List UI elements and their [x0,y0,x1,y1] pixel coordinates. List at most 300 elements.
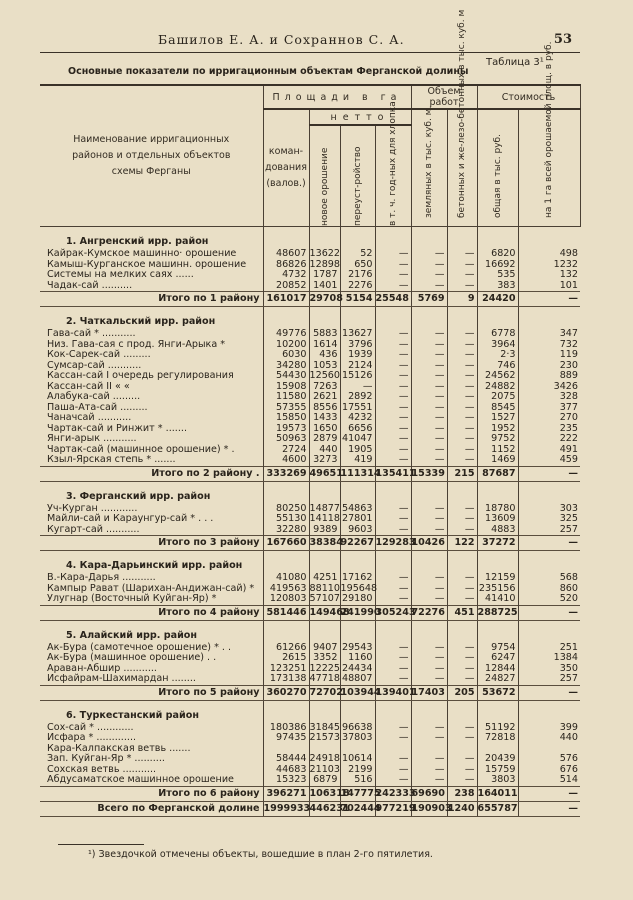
table-row [40,434,580,445]
cell-recon: 2124 [340,361,375,372]
cell-concrete: — [447,434,477,445]
section-total-row [40,685,580,700]
row-name: Чартак-сай (машинное орошение) * . [47,443,235,455]
cell-earth: — [411,445,447,456]
table-row [40,413,580,424]
cell-new: 8556 [309,403,340,414]
row-name: Кампыр Рават (Шарихан-Андижан-сай) * [47,582,255,594]
cell-concrete: — [447,260,477,271]
row-name: Зап. Куйган-Яр * .......... [47,753,165,764]
cell-earth: — [411,361,447,372]
cell-cost: 3964 [477,340,518,351]
row-name: Итого по 5 району [40,685,263,700]
cell-command: 41080 [263,573,309,584]
row-name: Ак-Бура (самотечное орошение) * . . [47,641,232,653]
cell-cost: 37272 [477,536,518,551]
row-name: Сох-сай * ............ [47,721,134,733]
cell-per_ha: — [518,536,580,551]
cell-recon: 2199 [340,765,375,776]
cell-command: 15850 [263,413,309,424]
cell-cost: 3803 [477,775,518,786]
cell-cotton: — [375,525,411,536]
section-title: 2. Чаткальский ирр. район [66,316,216,327]
cell-earth: — [411,340,447,351]
row-name: Майли-сай и Караунгур-сай * . . . [47,513,214,524]
cell-recon: 111314 [340,466,375,481]
section-total-row [40,605,580,620]
cell-recon: 37803 [340,733,375,744]
cell-earth: — [411,382,447,393]
cell-earth: — [411,723,447,734]
cell-cost: 164011 [477,786,518,801]
cell-recon: 3796 [340,340,375,351]
cell-cost: 6778 [477,329,518,340]
spacer-row [40,700,580,709]
cell-per_ha: 520 [518,594,580,605]
section-heading-row [40,709,580,723]
section-heading-row [40,235,580,249]
cell-cotton: — [375,754,411,765]
cell-cost: 18780 [477,504,518,515]
table-row [40,653,580,664]
cell-concrete: — [447,525,477,536]
cell-concrete: — [447,361,477,372]
cell-command: 2724 [263,445,309,456]
cell-recon: 1939 [340,350,375,361]
cell-concrete: — [447,594,477,605]
spacer-row [40,307,580,316]
row-name: Араван-Абшир ........... [47,662,157,674]
table-row [40,733,580,744]
cell-cost: 288725 [477,605,518,620]
cost-total-header: общая в тыс. руб. [477,109,518,227]
cell-command: 58444 [263,754,309,765]
cell-cost: 2075 [477,392,518,403]
cell-concrete: — [447,281,477,292]
cell-concrete: — [447,413,477,424]
section-total-row [40,292,580,307]
cell-new: 13622 [309,248,341,259]
cell-cost: 24882 [477,382,518,393]
area-group-header: Площади в га [263,85,411,109]
row-name: Чартак-сай и Ринжит * ....... [47,422,187,434]
section-heading-row [40,490,580,504]
cell-per_ha: — [518,801,580,816]
row-name: Системы на мелких саях ...... [47,269,194,280]
cell-concrete: — [447,445,477,456]
cell-earth: 5769 [411,292,447,307]
cell-per_ha: 347 [518,329,580,340]
cell-earth: — [411,594,447,605]
cell-per_ha: 230 [518,361,580,372]
cell-new: 1433 [309,413,340,424]
cell-earth: — [411,424,447,435]
row-name: Итого по 2 району . [40,466,263,481]
cell-cost: 24827 [477,674,518,685]
cell-earth: — [411,329,447,340]
cell-command: 49776 [263,329,309,340]
section-heading-row [40,629,580,643]
cell-cost: 12159 [477,573,518,584]
cell-cost: 16692 [477,260,518,271]
reconstruction-header: переуст-ройство [340,125,375,227]
cell-concrete: — [447,674,477,685]
section-title: 3. Ферганский ирр. район [66,490,211,502]
cell-earth: — [411,573,447,584]
cell-per_ha: 3426 [518,382,580,393]
cell-new: 1053 [309,361,340,372]
cell-cotton: — [375,392,411,403]
cell-cost: 6247 [477,653,518,664]
row-name: Янги-арык ........... [47,433,137,444]
cell-earth: — [411,674,447,685]
cell-cotton: — [375,643,411,654]
table-row [40,525,580,536]
row-name: Кзыл-Ярская степь * ....... [47,454,176,465]
cell-recon: 103944 [340,685,375,700]
cell-concrete: — [447,643,477,654]
cell-per_ha: 132 [518,270,580,281]
cell-per_ha: — [518,786,580,801]
cell-new: 149468 [309,605,340,620]
cell-cotton: — [375,664,411,675]
cell-command: 61266 [263,643,309,654]
cell-per_ha: 251 [518,643,580,654]
cell-cost: 6820 [477,249,518,260]
cell-cotton: — [375,350,411,361]
cell-cotton: — [375,504,411,515]
cell-per_ha: — [518,605,580,620]
cell-concrete: 238 [447,786,477,801]
cell-earth: — [411,371,447,382]
cell-new: 14118 [309,513,341,524]
cell-command: 173138 [263,674,309,685]
cell-recon: 13627 [340,329,375,340]
cell-per_ha: 440 [518,733,580,744]
cell-earth: — [411,514,447,525]
cell-cotton: 129283 [375,536,411,551]
footnote: ¹) Звездочкой отмечены объекты, вошедшие в план 2-го пятилетия. [88,849,433,860]
cell-earth: — [411,455,447,466]
cell-concrete: — [447,424,477,435]
cell-cotton: — [375,723,411,734]
cell-cotton: — [375,733,411,744]
cell-command: 6030 [263,350,309,361]
cell-per_ha: 325 [518,514,580,525]
section-title: 6. Туркестанский район [66,709,199,721]
cell-command: 50963 [263,434,309,445]
table-row [40,455,580,466]
cell-per_ha: 1384 [518,653,580,664]
cell-cotton: — [375,281,411,292]
cell-per_ha: 459 [518,455,580,466]
cell-per_ha: 119 [518,350,580,361]
table-row [40,249,580,260]
cell-recon: 48807 [340,674,375,685]
cell-command: 20852 [263,281,309,292]
cell-concrete: — [447,504,477,515]
cell-per_ha: 1232 [518,260,580,271]
cell-new: 1401 [309,281,340,292]
cell-new: 106318 [309,786,340,801]
cell-command: 54430 [263,371,309,382]
cell-per_ha: 328 [518,392,580,403]
cell-recon: 2892 [340,392,375,403]
cell-command: 32280 [263,525,309,536]
cell-new: 57107 [309,593,341,604]
cell-cotton: — [375,765,411,776]
cell-earth: — [411,525,447,536]
row-name: Итого по 4 району [40,605,263,620]
cell-earth: — [411,434,447,445]
cell-per_ha: 222 [518,434,580,445]
cell-concrete: — [447,573,477,584]
page-header [40,32,580,50]
row-name: Кассан-сай II « « [47,380,130,392]
cell-new: 1614 [309,340,340,351]
cell-new: 2621 [309,392,340,403]
cell-cotton: — [375,371,411,382]
cell-concrete: — [447,754,477,765]
cell-cost: 383 [477,281,518,292]
cell-recon: 17551 [340,403,375,414]
cell-recon: 147775 [340,786,375,801]
cost-per-ha-header: на 1 га всей орошаемой площ. в руб. [518,109,580,227]
page-number: 53 [553,32,572,47]
cell-earth: — [411,765,447,776]
table-title: Основные показатели по ирригационным объектам Ферганской долины [68,66,469,77]
cell-cost: 1952 [477,424,518,435]
cell-concrete: 205 [447,685,477,700]
cell-new: 88110 [309,582,341,594]
table-row [40,281,580,292]
cell-new: 72702 [309,685,340,700]
cell-cotton: 25548 [375,292,411,307]
cell-new: 436 [309,350,340,361]
cell-cotton: — [375,514,411,525]
header-rule [40,52,580,53]
cell-per_ha: 732 [518,340,580,351]
cell-new: 5883 [309,329,340,340]
cell-cotton: — [375,270,411,281]
cell-cost: 15759 [477,765,518,776]
cell-concrete: — [447,270,477,281]
cell-concrete: — [447,249,477,260]
cell-recon: 2176 [340,270,375,281]
cell-command: 44683 [263,765,309,776]
cost-group-header: Стоимость [477,85,580,109]
row-name: Итого по 3 району [40,536,263,551]
cell-concrete: — [447,775,477,786]
cell-cost: 87687 [477,466,518,481]
cell-command: 11580 [263,392,309,403]
section-total-row [40,786,580,801]
cell-cost: 13609 [477,514,518,525]
cell-cost: 1152 [477,445,518,456]
cell-recon: 6656 [340,424,375,435]
section-title: 4. Кара-Дарьинский ирр. район [66,560,243,571]
command-column-header: коман- дования (валов.) [263,109,309,227]
cell-earth: — [411,350,447,361]
cell-command: 581446 [263,605,309,620]
cell-command: 10200 [263,340,309,351]
cell-per_ha: 270 [518,413,580,424]
cell-cotton: — [375,340,411,351]
cell-per_ha: — [518,466,580,481]
table-row [40,775,580,786]
cell-new: 49651 [309,466,340,481]
cotton-header: в т. ч. год-ных для хлопка [375,125,411,227]
cell-command: 57355 [263,403,309,414]
cell-recon: 650 [340,260,375,271]
cell-recon: 5154 [340,292,375,307]
cell-command: 48607 [263,249,309,260]
cell-concrete: — [447,765,477,776]
cell-concrete: — [447,664,477,675]
row-name: Абдусаматское машинное орошение [47,774,234,785]
cell-command: 55130 [263,514,309,525]
cell-new: 9407 [309,643,340,654]
cell-cost: 20439 [477,754,518,765]
cell-recon: 419 [340,455,375,466]
cell-command: 120803 [263,594,309,605]
cell-recon: 96638 [340,723,375,734]
row-name: Низ. Гава-сая с прод. Янги-Арыка * [47,338,226,350]
cell-cost: 24562 [477,371,518,382]
cell-recon: 1160 [340,653,375,664]
cell-command: 180386 [263,723,309,734]
cell-earth: — [411,775,447,786]
cell-earth: 10426 [411,536,447,551]
cell-recon: 29543 [340,643,375,654]
cell-new: 31845 [309,721,341,733]
cell-concrete: — [447,392,477,403]
cell-cost: 12844 [477,664,518,675]
cell-cost: 41410 [477,594,518,605]
cell-per_ha: 350 [518,664,580,675]
table-number: Таблица 3¹ [486,57,544,68]
cell-new: 29708 [309,292,340,307]
cell-per_ha: 576 [518,754,580,765]
cell-cotton: — [375,434,411,445]
cell-earth: 15339 [411,466,447,481]
cell-command: 80250 [263,504,309,515]
cell-recon: 1905 [340,445,375,456]
cell-command: 15908 [263,382,309,393]
cell-new: 446231 [309,801,340,816]
row-name: Кассан-сай I очередь регулирования [47,370,234,381]
cell-cotton: — [375,573,411,584]
cell-recon: 2276 [340,281,375,292]
cell-cost: 9752 [477,434,518,445]
cell-concrete: 1240 [447,801,477,816]
cell-earth: — [411,504,447,515]
cell-cotton: — [375,361,411,372]
cell-earth: — [411,270,447,281]
cell-recon: 54863 [340,504,375,515]
cell-recon: — [340,382,375,393]
cell-new: 21103 [309,763,341,775]
row-name: Исфайрам-Шахимардан ........ [47,673,196,684]
section-title: 5. Алайский ирр. район [66,629,198,641]
spacer-row [40,620,580,629]
cell-cotton: — [375,413,411,424]
cell-concrete: — [447,723,477,734]
table-row [40,329,580,340]
cell-concrete: — [447,455,477,466]
row-name: Паша-Ата-сай ......... [47,401,148,413]
section-total-row [40,466,580,481]
grand-total-row [40,801,580,816]
cell-cotton: — [375,329,411,340]
cell-new: 14877 [309,502,341,514]
section-total-row [40,536,580,551]
row-name: Итого по 6 району [40,786,263,801]
netto-header: нетто [309,109,411,125]
cell-cotton: — [375,445,411,456]
cell-cotton: — [375,403,411,414]
cell-cost: 72818 [477,733,518,744]
row-name: В.-Кара-Дарья ........... [47,572,156,583]
cell-per_ha: 257 [518,525,580,536]
section-title: 1. Ангренский ирр. район [66,236,209,247]
earth-works-header: земляных в тыс. куб. м. [411,109,447,227]
cell-cotton: — [375,775,411,786]
cell-new: 21573 [309,732,341,743]
cell-command: 4600 [263,455,309,466]
cell-new: 9389 [309,525,340,536]
cell-earth: — [411,249,447,260]
new-irrigation-header: новое орошение [309,125,340,227]
cell-cotton: 135411 [375,466,411,481]
cell-command: 97435 [263,733,309,744]
row-name: Итого по 1 району [40,292,263,307]
cell-per_ha: 860 [518,584,580,595]
cell-new: 1787 [309,270,340,281]
cell-concrete: — [447,403,477,414]
cell-new: 3352 [309,653,340,664]
cell-recon: 27801 [340,514,375,525]
cell-concrete: — [447,382,477,393]
table-row [40,350,580,361]
row-name: Кайрак-Кумское машинно· орошение [47,248,237,259]
cell-earth: 190903 [411,801,447,816]
cell-earth: — [411,413,447,424]
cell-recon: 52 [340,249,375,260]
table-row [40,674,580,685]
cell-recon: 41047 [340,434,375,445]
row-name: Чадак-сай .......... [47,279,133,291]
cell-cost: 51192 [477,723,518,734]
cell-per_ha: — [518,685,580,700]
concrete-works-header: бетонных и же-лезо-бетонных в тыс. куб. м [447,109,477,227]
row-name: Алабука-сай ......... [47,391,141,402]
cell-new: 1650 [309,424,340,435]
cell-cost: 8545 [477,403,518,414]
cell-earth: — [411,733,447,744]
cell-earth: 17403 [411,685,447,700]
footnote-rule [58,844,144,845]
cell-cotton: 139401 [375,685,411,700]
table-body [40,227,580,817]
cell-recon: 29180 [340,594,375,605]
row-name: Кок-Сарек-сай ......... [47,349,151,360]
cell-concrete: 9 [447,292,477,307]
cell-cotton: 242333 [375,786,411,801]
cell-earth: — [411,653,447,664]
cell-command: 167660 [263,536,309,551]
cell-cost: 535 [477,270,518,281]
